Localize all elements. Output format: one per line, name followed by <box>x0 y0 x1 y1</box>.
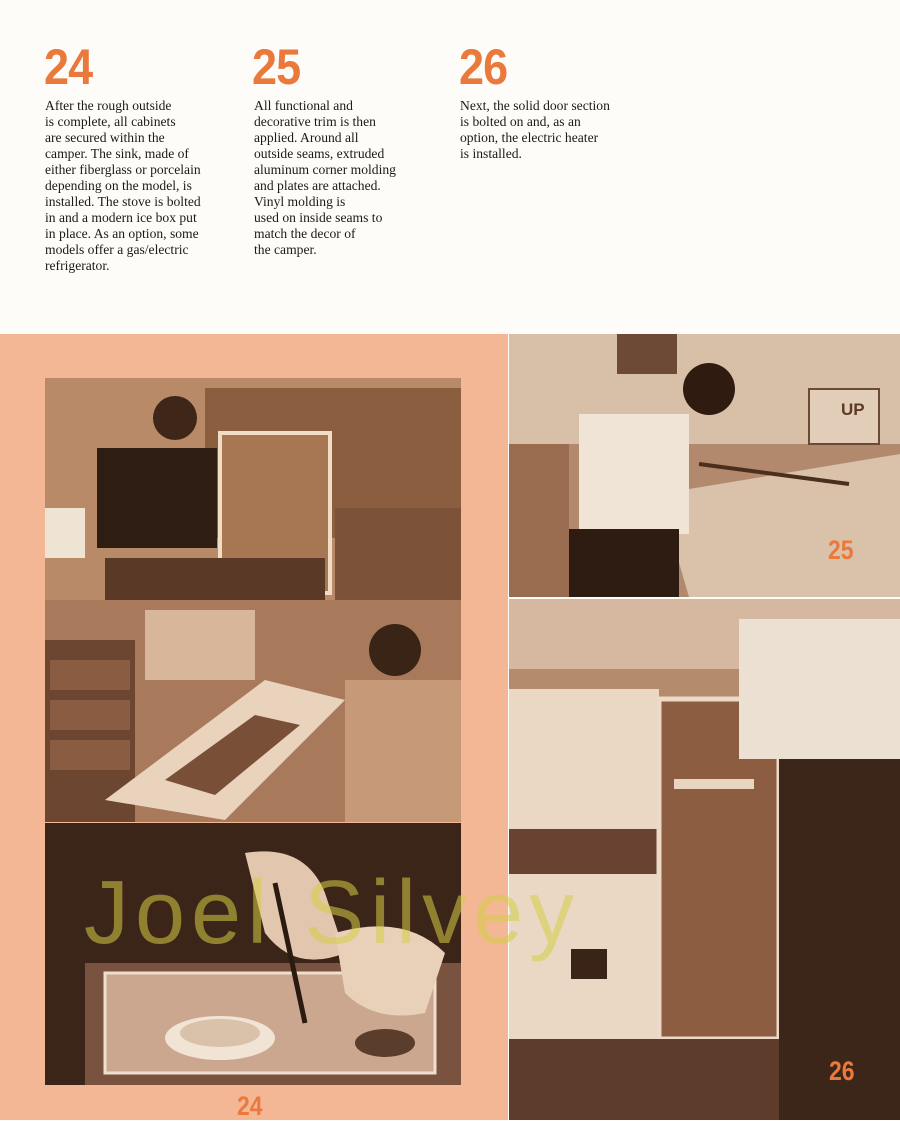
photo-cabinet-installation <box>45 378 461 600</box>
text-line: is installed. <box>460 146 522 161</box>
photo-window-frame-illustration <box>45 600 461 822</box>
text-line: is complete, all cabinets <box>45 114 176 129</box>
photo-stove-installation <box>45 823 461 1085</box>
text-line: decorative trim is then <box>254 114 376 129</box>
text-line: models offer a gas/electric <box>45 242 189 257</box>
text-line: refrigerator. <box>45 258 110 273</box>
text-line: is bolted on and, as an <box>460 114 581 129</box>
step-25-text <box>254 98 396 258</box>
text-line: installed. The stove is bolted <box>45 194 201 209</box>
step-26-number: 26 <box>459 39 508 95</box>
photo-cabinet-installation-illustration <box>45 378 461 600</box>
text-line: After the rough outside <box>45 98 172 113</box>
text-line: option, the electric heater <box>460 130 599 145</box>
text-line: match the decor of <box>254 226 356 241</box>
step-24-number: 24 <box>44 39 93 95</box>
text-line: and plates are attached. <box>254 178 381 193</box>
text-line: Vinyl molding is <box>254 194 346 209</box>
step-24-text <box>45 98 201 274</box>
step-25-number: 25 <box>252 39 301 95</box>
text-line: are secured within the <box>45 130 165 145</box>
photo-door-section <box>509 599 900 1120</box>
text-line: in and a modern ice box put <box>45 210 197 225</box>
photo-label-26: 26 <box>829 1056 855 1086</box>
text-line: outside seams, extruded <box>254 146 385 161</box>
text-line: Next, the solid door section <box>460 98 610 113</box>
text-line: the camper. <box>254 242 317 257</box>
text-line: either fiberglass or porcelain <box>45 162 201 177</box>
text-line: camper. The sink, made of <box>45 146 189 161</box>
photo-door-section-illustration <box>509 599 900 1120</box>
photo-window-frame <box>45 600 461 822</box>
text-line: used on inside seams to <box>254 210 383 225</box>
text-line: applied. Around all <box>254 130 359 145</box>
text-line: aluminum corner molding <box>254 162 396 177</box>
text-line: All functional and <box>254 98 353 113</box>
photo-label-25: 25 <box>828 535 854 565</box>
photo-stove-installation-illustration <box>45 823 461 1085</box>
step-26-text <box>460 98 610 162</box>
text-line: in place. As an option, some <box>45 226 199 241</box>
watermark-text: Joel Silvey <box>84 863 581 963</box>
photo-label-24: 24 <box>237 1091 263 1121</box>
up-box-label: UP <box>841 400 865 419</box>
text-line: depending on the model, is <box>45 178 192 193</box>
